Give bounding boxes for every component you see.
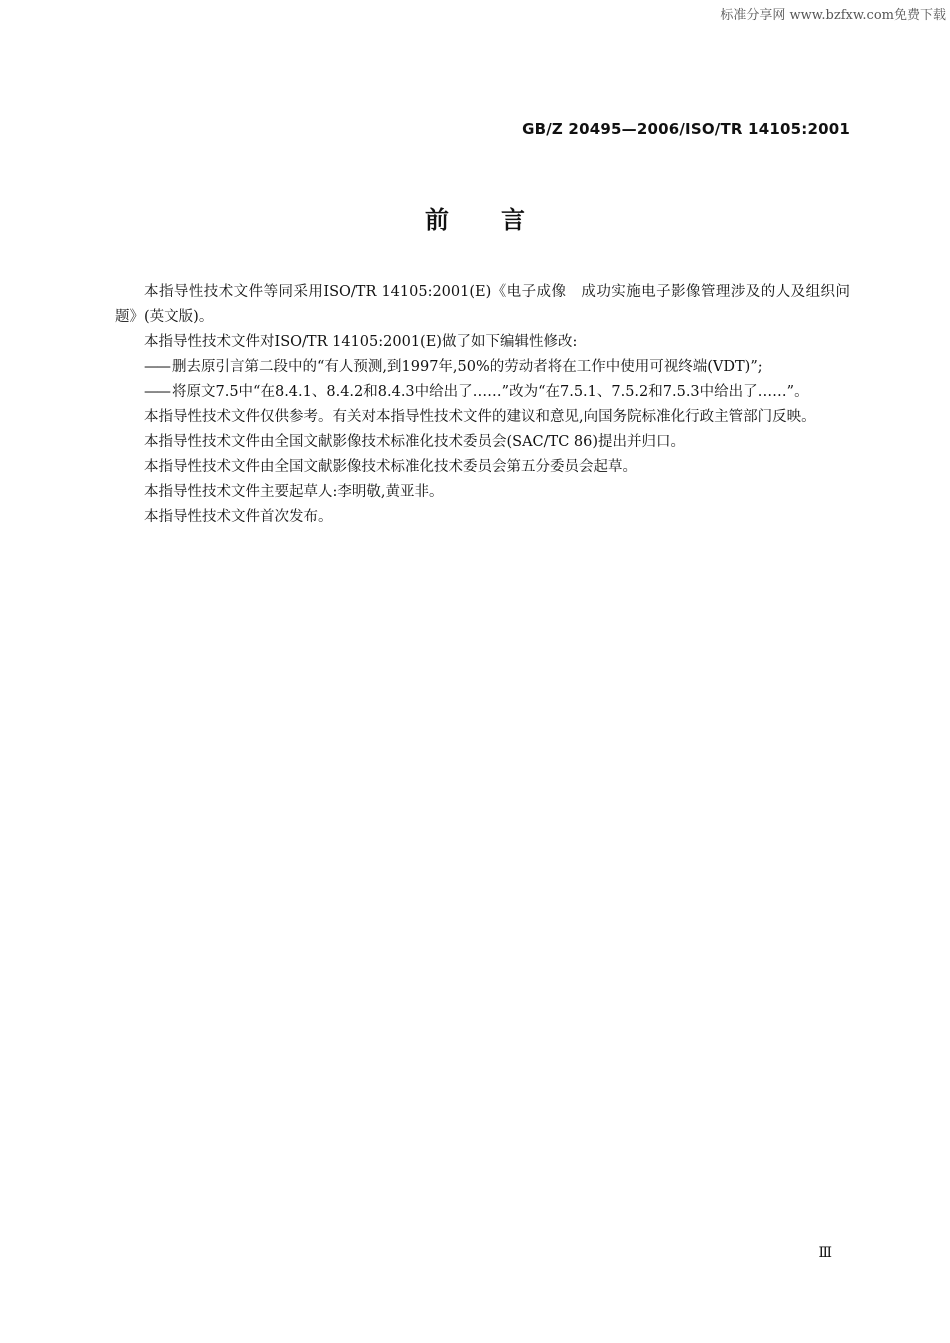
paragraph-reference-only: 本指导性技术文件仅供参考。有关对本指导性技术文件的建议和意见,向国务院标准化行政主管部门反映。 xyxy=(144,409,816,425)
dash-mark: —— xyxy=(144,359,169,375)
page-number: Ⅲ xyxy=(818,1245,832,1261)
modification-item-text: 删去原引言第二段中的“有人预测,到1997年,50%的劳动者将在工作中使用可视终端(VDT)”; xyxy=(172,359,763,375)
modification-item xyxy=(115,355,850,380)
paragraph-modifications-intro: 本指导性技术文件对ISO/TR 14105:2001(E)做了如下编辑性修改: xyxy=(144,334,578,350)
paragraph-adoption: 本指导性技术文件等同采用ISO/TR 14105:2001(E)《电子成像 成功实施电子影像管理涉及的人及组织问题》(英文版)。 xyxy=(115,284,850,325)
foreword-body xyxy=(115,280,850,530)
paragraph-drafters: 本指导性技术文件主要起草人:李明敬,黄亚非。 xyxy=(144,484,444,500)
paragraph-drafter-org: 本指导性技术文件由全国文献影像技术标准化技术委员会第五分委员会起草。 xyxy=(144,459,637,475)
modification-item-text: 将原文7.5中“在8.4.1、8.4.2和8.4.3中给出了……”改为“在7.5.1、7.5.2和7.5.3中给出了……”。 xyxy=(172,384,809,400)
dash-mark: —— xyxy=(144,384,169,400)
standard-code: GB/Z 20495—2006/ISO/TR 14105:2001 xyxy=(522,120,850,138)
watermark-text: 标准分享网 www.bzfxw.com免费下载 xyxy=(720,8,946,23)
page-title: 前言 xyxy=(425,206,577,234)
paragraph-proposer: 本指导性技术文件由全国文献影像技术标准化技术委员会(SAC/TC 86)提出并归口。 xyxy=(144,434,686,450)
paragraph-first-release: 本指导性技术文件首次发布。 xyxy=(144,509,333,525)
modification-item xyxy=(115,380,850,405)
